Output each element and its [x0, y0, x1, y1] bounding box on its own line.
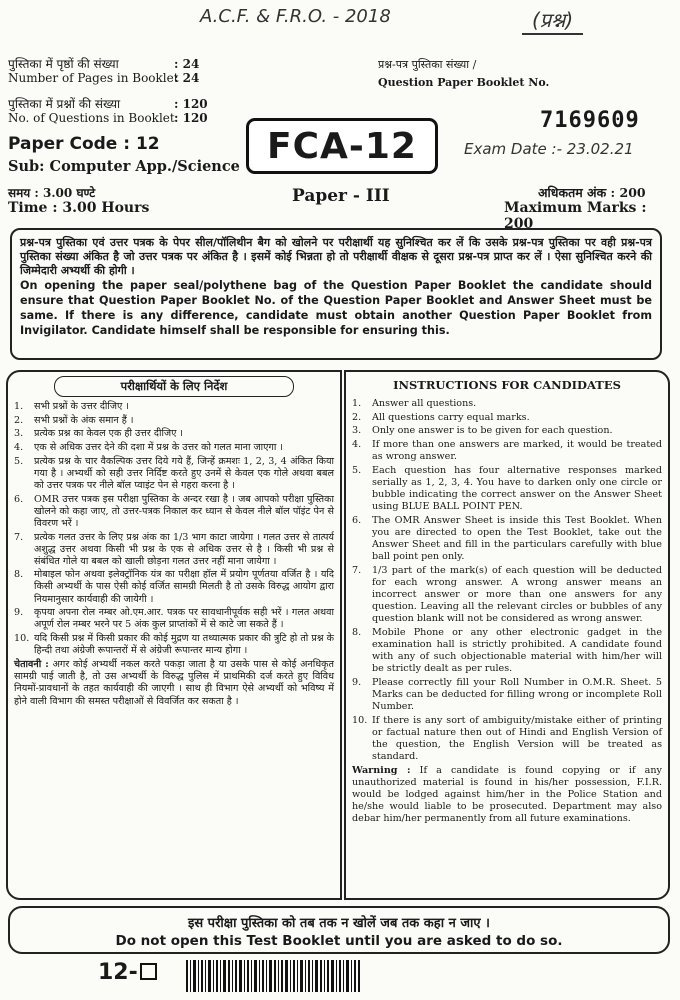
instructions-hindi-title: परीक्षार्थियों के लिए निर्देश	[54, 376, 294, 397]
booklet-no-label-hindi: प्रश्न-पत्र पुस्तिका संख्या /	[378, 58, 477, 71]
list-item: 4. एक से अधिक उत्तर देने की दशा में प्रश्न के उत्तर को गलत माना जाएगा ।	[14, 442, 284, 454]
list-item: 7. प्रत्येक गलत उत्तर के लिए प्रश्न अंक का 1/3 भाग काटा जायेगा । गलत उत्तर से तात्पर्य अशुद्ध उत्तर अथवा किसी भी प्रश्न के एक से अधिक उत्तर से है । किसी भी प्रश्न से संबंधित गोले या बबल को खाली छोड़ना गलत उत्तर नहीं माना जायेगा ।	[14, 531, 334, 567]
page-code: 12-	[98, 960, 157, 985]
max-marks-hindi: अधिकतम अंक : 200	[538, 185, 646, 200]
list-item: 3. Only one answer is to be given for each question.	[352, 425, 613, 437]
warning-hindi: चेतावनी : अगर कोई अभ्यर्थी नकल करते पकड़ा जाता है या उसके पास से कोई अनधिकृत सामग्री पाई जाती है, तो उस अभ्यर्थी के विरुद्ध पुलिस में प्राथमिकी दर्ज करते हुए विविध नियमों-प्रावधानों के तहत कार्यवाही की जाएगी । साथ ही विभाग ऐसे अभ्यर्थी को भविष्य में होने वाली विभाग की समस्त परीक्षाओं से विवर्जित कर सकता है ।	[14, 659, 334, 707]
list-item: 1. Answer all questions.	[352, 398, 477, 409]
warning-english: Warning : If a candidate is found copying or if any unauthorized material is found in his/her possession, F.I.R. would be lodged against him/her in the Police Station and he/she would liable to be prosecuted. Department may also debar him/her permanently from all future examinations.	[352, 765, 662, 825]
booklet-no-label: Question Paper Booklet No.	[378, 76, 550, 89]
list-item: 8. Mobile Phone or any other electronic gadget in the examination hall is strictly prohibited. A candidate found with any of such objectionable material with him/her will be strictly dealt as per rules.	[352, 626, 662, 675]
handwritten-exam-name: A.C.F. & F.R.O. - 2018	[200, 6, 391, 27]
list-item: 5. प्रत्येक प्रश्न के चार वैकल्पिक उत्तर दिये गये हैं, जिन्हें क्रमशः 1, 2, 3, 4 अंकित किया गया है । अभ्यर्थी को सही उत्तर निर्दिष्ट करते हुए उनमें से केवल एक गोले अथवा बबल को उत्तर पत्रक पर नीले बॉल प्वाइंट पेन से गहरा करना है ।	[14, 455, 334, 491]
list-item: 10. यदि किसी प्रश्न में किसी प्रकार की कोई मुद्रण या तथ्यात्मक प्रकार की त्रुटि हो तो प्रश्न के हिन्दी तथा अंग्रेजी रूपान्तरों में से अंग्रेजी रूपान्तर मान्य होगा ।	[14, 633, 334, 657]
time-hindi: समय : 3.00 घण्टे	[8, 186, 96, 200]
max-marks: Maximum Marks : 200	[504, 200, 647, 232]
questions-value-hindi: : 120	[174, 97, 208, 111]
list-item: 2. सभी प्रश्नों के अंक समान हैं ।	[14, 414, 134, 426]
list-item: 10. If there is any sort of ambiguity/mistake either of printing or factual nature then out of Hindi and English Version of the question, the English Version will be treated as standard.	[352, 714, 662, 762]
instructions-hindi	[6, 370, 342, 900]
handwritten-mark: (प्रश्न)	[522, 6, 583, 35]
paper-code: Paper Code : 12	[8, 134, 160, 154]
list-item: 2. All questions carry equal marks.	[352, 411, 530, 423]
paper-number: Paper - III	[292, 186, 390, 206]
list-item: 6. OMR उत्तर पत्रक इस परीक्षा पुस्तिका के अन्दर रखा है । जब आपको परीक्षा पुस्तिका खोलने को कहा जाए, तो उत्तर-पत्रक निकाल कर ध्यान से केवल नीले बॉल पॉइंट पेन से विवरण भरें ।	[14, 493, 334, 529]
do-not-open-notice	[8, 906, 670, 954]
do-not-open-english: Do not open this Test Booklet until you are asked to do so.	[115, 933, 563, 949]
list-item: 1. सभी प्रश्नों के उत्तर दीजिए ।	[14, 401, 129, 412]
questions-value: : 120	[174, 111, 208, 125]
barcode-icon	[186, 960, 360, 992]
do-not-open-hindi: इस परीक्षा पुस्तिका को तब तक न खोलें जब तक कहा न जाए ।	[187, 916, 490, 931]
list-item: 4. If more than one answers are marked, it would be treated as wrong answer.	[352, 439, 662, 463]
handwritten-exam-date: Exam Date :- 23.02.21	[464, 140, 634, 158]
list-item: 9. कृपया अपना रोल नम्बर ओ.एम.आर. पत्रक पर सावधानीपूर्वक सही भरें । गलत अथवा अपूर्ण रोल नम्बर भरने पर 5 अंक कुल प्राप्तांकों में से काटे जा सकते हैं ।	[14, 607, 334, 631]
notice-hindi: प्रश्न-पत्र पुस्तिका एवं उत्तर पत्रक के पेपर सील/पॉलिथीन बैग को खोलने पर परीक्षार्थी यह सुनिश्चित कर लें कि उसके प्रश्न-पत्र पुस्तिका पर वही प्रश्न-पत्र पुस्तिका संख्या अंकित है जो उत्तर पत्रक पर अंकित है । इसमें कोई भिन्नता हो तो परीक्षार्थी वीक्षक से दूसरा प्रश्न-पत्र प्राप्त कर लें । ऐसा सुनिश्चित करने की जिम्मेदारी अभ्यर्थी की होगी ।	[20, 236, 652, 277]
questions-label: No. of Questions in Booklet	[8, 111, 175, 125]
list-item: 7. 1/3 part of the mark(s) of each question will be deducted for each wrong answer. A wrong answer means an incorrect answer or more than one answers for any question. Leaving all the relevant circles or bubbles of any question blank will not be considered as wrong answer.	[352, 564, 662, 625]
pages-value: : 24	[174, 71, 200, 85]
pages-value-hindi: : 24	[174, 57, 200, 71]
instructions-english-title: INSTRUCTIONS FOR CANDIDATES	[393, 378, 621, 392]
pages-label-hindi: पुस्तिका में पृष्ठों की संख्या	[8, 57, 119, 71]
paper-code-box: FCA-12	[246, 118, 438, 174]
list-item: 5. Each question has four alternative responses marked serially as 1, 2, 3, 4. You have to darken only one circle or bubble indicating the correct answer on the Answer Sheet using BLUE BALL POINT PEN.	[352, 464, 662, 513]
instructions-english	[344, 370, 670, 900]
list-item: 3. प्रत्येक प्रश्न का केवल एक ही उत्तर दीजिए ।	[14, 428, 184, 440]
booklet-number: 7169609	[540, 108, 640, 133]
booklet-check-notice	[10, 228, 662, 360]
time: Time : 3.00 Hours	[8, 200, 150, 216]
notice-english: On opening the paper seal/polythene bag of the Question Paper Booklet the candidate should ensure that Question Paper Booklet No. of the Question Paper Booklet and Answer Sheet must be same. If there is any difference, candidate must obtain another Question Paper Booklet from Invigilator. Candidate himself shall be responsible for ensuring this.	[20, 279, 652, 337]
list-item: 9. Please correctly fill your Roll Number in O.M.R. Sheet. 5 Marks can be deducted for filling wrong or incomplete Roll Number.	[352, 676, 662, 712]
list-item: 6. The OMR Answer Sheet is inside this Test Booklet. When you are directed to open the Test Booklet, take out the Answer Sheet and fill in the particulars carefully with blue ball point pen only.	[352, 514, 662, 563]
subject: Sub: Computer App./Science	[8, 158, 240, 175]
square-icon	[140, 963, 157, 980]
list-item: 8. मोबाइल फोन अथवा इलेक्ट्रॉनिक यंत्र का परीक्षा हॉल में प्रयोग पूर्णतया वर्जित है । यदि किसी अभ्यर्थी के पास ऐसी कोई वर्जित सामग्री मिलती है तो उसके विरुद्ध आयोग द्वारा नियमानुसार कार्यवाही की जायेगी ।	[14, 569, 334, 605]
questions-label-hindi: पुस्तिका में प्रश्नों की संख्या	[8, 97, 121, 111]
pages-label: Number of Pages in Booklet	[8, 71, 179, 85]
